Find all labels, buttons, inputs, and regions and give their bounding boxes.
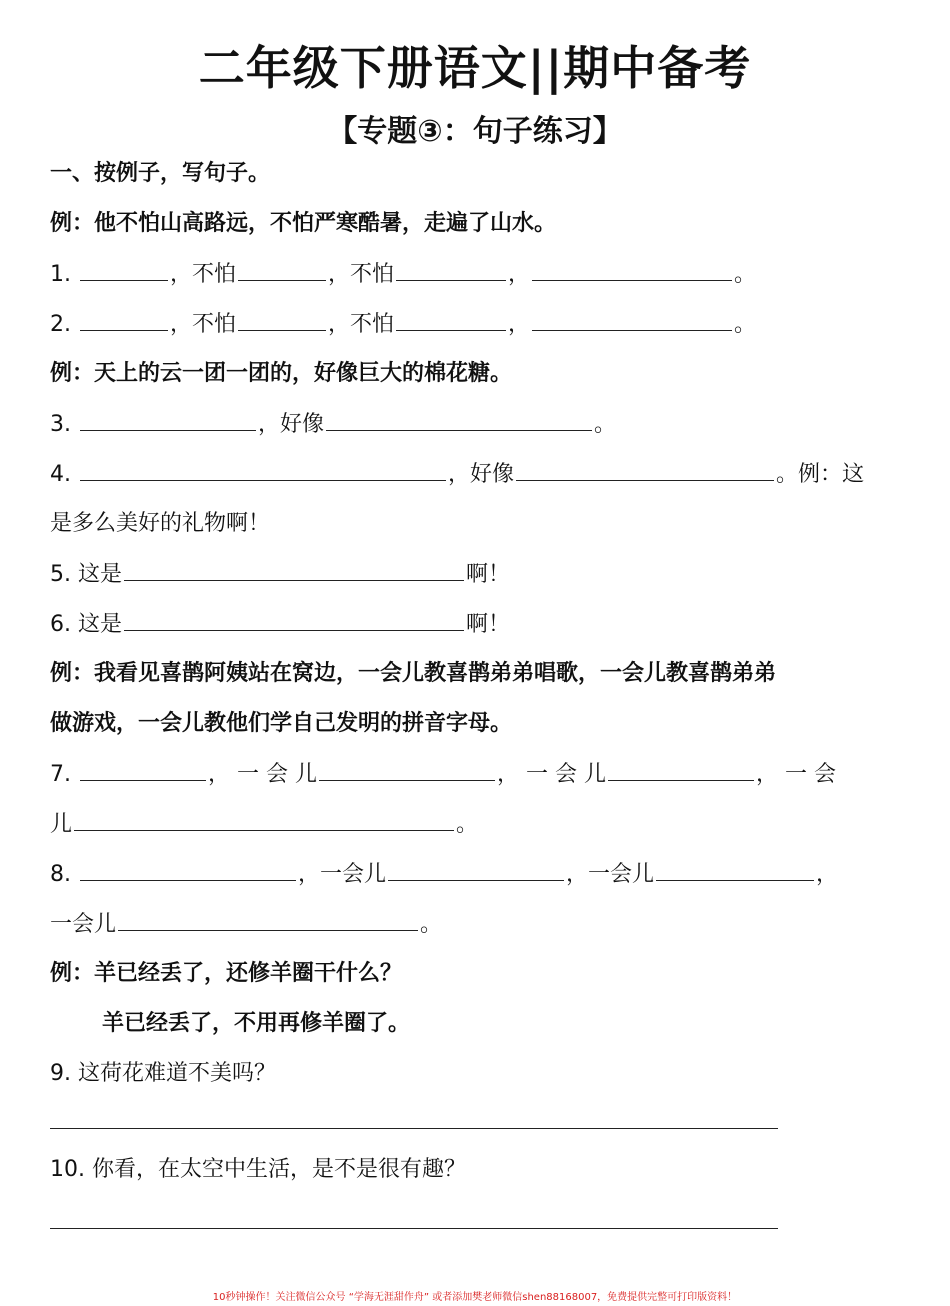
answer-blank[interactable] (532, 308, 732, 331)
question-6: 6. 这是 啊！ (50, 608, 510, 641)
answer-blank[interactable] (118, 908, 418, 931)
answer-blank[interactable] (532, 258, 732, 281)
answer-blank[interactable] (124, 558, 464, 581)
question-1: 1. ，不怕 ，不怕 ， 。 (50, 258, 756, 291)
answer-blank[interactable] (656, 858, 814, 881)
answer-blank[interactable] (516, 458, 774, 481)
answer-blank[interactable] (80, 258, 168, 281)
question-10: 10. 你看，在太空中生活，是不是很有趣？ (50, 1157, 466, 1182)
question-7-continued: 儿 。 (50, 808, 478, 841)
answer-blank[interactable] (80, 758, 206, 781)
answer-line-10[interactable] (50, 1228, 778, 1229)
answer-blank[interactable] (238, 308, 326, 331)
answer-blank[interactable] (80, 458, 446, 481)
answer-blank[interactable] (74, 808, 454, 831)
answer-blank[interactable] (396, 258, 506, 281)
footer-notice: 10秒钟操作！关注微信公众号 “学海无涯甜作舟” 或者添加樊老师微信shen88168007，免费提供完整可打印版资料！ (212, 1292, 738, 1303)
question-4: 4. ，好像 。例：这 (50, 458, 864, 491)
question-2: 2. ，不怕 ，不怕 ， 。 (50, 308, 756, 341)
example-5-answer: 羊已经丢了，不用再修羊圈了。 (102, 1011, 411, 1036)
question-3: 3. ，好像 。 (50, 408, 616, 441)
answer-blank[interactable] (326, 408, 592, 431)
question-8-continued: 一会儿 。 (50, 908, 442, 941)
section-heading: 一、按例子，写句子。 (50, 161, 271, 186)
question-5: 5. 这是 啊！ (50, 558, 510, 591)
answer-blank[interactable] (124, 608, 464, 631)
example-4-line-1: 例：我看见喜鹊阿姨站在窝边，一会儿教喜鹊弟弟唱歌，一会儿教喜鹊弟弟 (50, 661, 777, 686)
answer-line-9[interactable] (50, 1128, 778, 1129)
example-2: 例：天上的云一团一团的，好像巨大的棉花糖。 (50, 361, 513, 386)
answer-blank[interactable] (238, 258, 326, 281)
example-5-question: 例：羊已经丢了，还修羊圈干什么？ (50, 961, 403, 986)
page-title: 二年级下册语文||期中备考 (198, 41, 752, 95)
answer-blank[interactable] (80, 858, 296, 881)
example-4-line-2: 做游戏，一会儿教他们学自己发明的拼音字母。 (50, 711, 513, 736)
question-9: 9. 这荷花难道不美吗？ (50, 1061, 276, 1086)
example-3: 是多么美好的礼物啊！ (50, 511, 271, 536)
question-8: 8. ，一会儿 ，一会儿 ， (50, 858, 838, 891)
answer-blank[interactable] (80, 308, 168, 331)
page-subtitle: 【专题③：句子练习】 (327, 114, 623, 149)
answer-blank[interactable] (388, 858, 564, 881)
answer-blank[interactable] (396, 308, 506, 331)
example-1: 例：他不怕山高路远，不怕严寒酷暑，走遍了山水。 (50, 211, 557, 236)
answer-blank[interactable] (608, 758, 754, 781)
answer-blank[interactable] (80, 408, 256, 431)
answer-blank[interactable] (319, 758, 495, 781)
question-7: 7. ， 一 会 儿 ， 一 会 儿 ， 一 会 (50, 758, 836, 791)
